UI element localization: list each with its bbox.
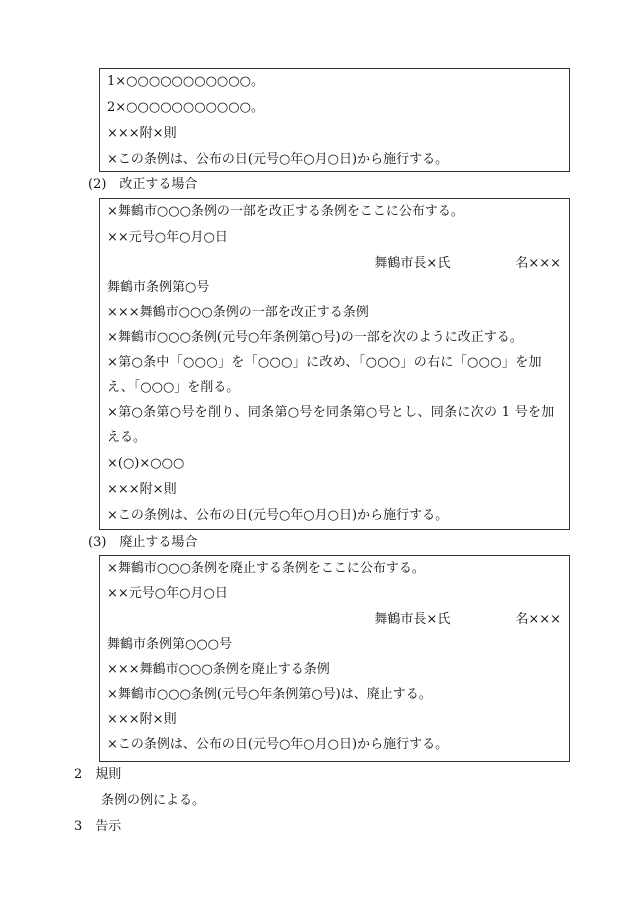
mayor-signature-line: 舞鶴市長×氏 名×××	[374, 256, 561, 271]
box-line: ×××舞鶴市○○○条例を廃止する条例	[107, 662, 330, 677]
box-line: ×舞鶴市○○○条例を廃止する条例をここに公布する。	[107, 561, 425, 576]
item-heading-notice: 3 告示	[74, 819, 122, 834]
box-line: える。	[107, 430, 147, 445]
box-line: ×××附×則	[107, 126, 177, 141]
box-line: ××元号○年○月○日	[107, 230, 228, 245]
box-line: え、「○○○」を削る。	[107, 380, 240, 395]
box-line: ×××舞鶴市○○○条例の一部を改正する条例	[107, 305, 369, 320]
box-line: ×第○条中「○○○」を「○○○」に改め、「○○○」の右に「○○○」を加	[107, 355, 542, 370]
item-heading-rules: 2 規則	[74, 767, 122, 782]
ordinance-example-box-amendment	[99, 198, 570, 530]
box-line: ×この条例は、公布の日(元号○年○月○日)から施行する。	[107, 737, 449, 752]
box-line: ×××附×則	[107, 482, 177, 497]
box-line: ×舞鶴市○○○条例の一部を改正する条例をここに公布する。	[107, 204, 464, 219]
mayor-signature-line: 舞鶴市長×氏 名×××	[374, 612, 561, 627]
box-line: ××元号○年○月○日	[107, 586, 228, 601]
ordinance-example-box-repeal	[99, 555, 570, 762]
box-line: ×××附×則	[107, 712, 177, 727]
box-line: ×舞鶴市○○○条例(元号○年条例第○号)は、廃止する。	[107, 687, 432, 702]
box-line: ×第○条第○号を削り、同条第○号を同条第○号とし、同条に次の 1 号を加	[107, 405, 555, 420]
box-line: ×この条例は、公布の日(元号○年○月○日)から施行する。	[107, 152, 449, 167]
box-line: 2×○○○○○○○○○○○。	[107, 100, 264, 115]
box-line: 1×○○○○○○○○○○○。	[107, 74, 264, 89]
box-line: ×(○)×○○○	[107, 456, 185, 471]
box-line: ×この条例は、公布の日(元号○年○月○日)から施行する。	[107, 508, 449, 523]
section-heading-repeal: (3) 廃止する場合	[88, 535, 198, 550]
section-heading-amendment: (2) 改正する場合	[88, 177, 198, 192]
box-line: ×舞鶴市○○○条例(元号○年条例第○号)の一部を次のように改正する。	[107, 330, 523, 345]
item-body-rules: 条例の例による。	[101, 793, 206, 808]
box-line: 舞鶴市条例第○号	[107, 280, 210, 295]
box-line: 舞鶴市条例第○○○号	[107, 637, 233, 652]
ordinance-example-box-enactment-tail	[99, 68, 570, 172]
